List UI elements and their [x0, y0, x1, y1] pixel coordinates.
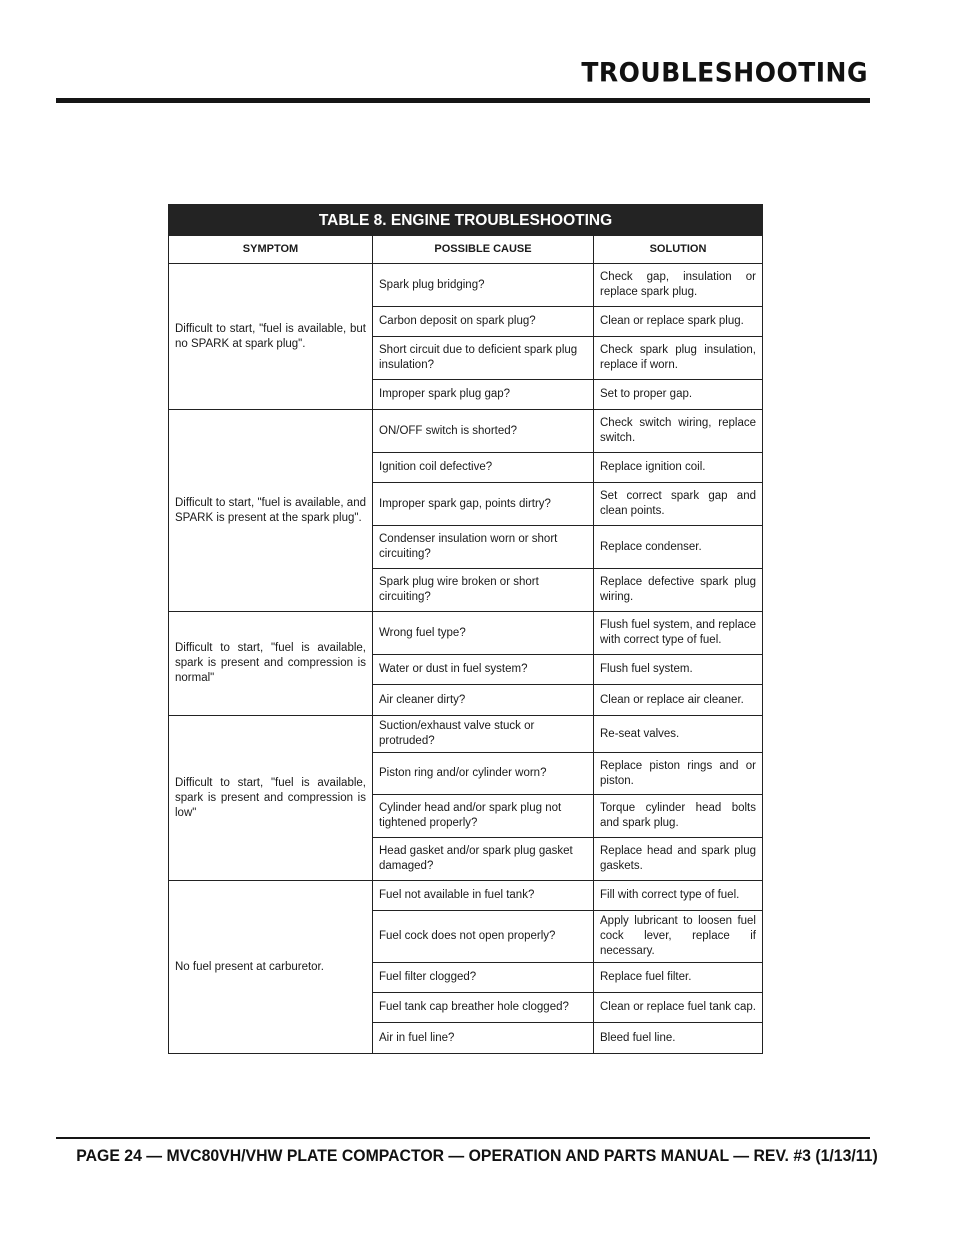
- solution-cell: Apply lubricant to loosen fuel cock lever, replace if necessary.: [594, 911, 763, 963]
- page-title: TROUBLESHOOTING: [581, 57, 868, 88]
- column-header-possible-cause: POSSIBLE CAUSE: [373, 236, 594, 264]
- table-row: [169, 881, 763, 911]
- symptom-cell: Difficult to start, "fuel is available, spark is present and compression is low": [169, 716, 373, 881]
- solution-cell: Clean or replace air cleaner.: [594, 685, 763, 716]
- cause-cell: Fuel not available in fuel tank?: [373, 881, 594, 911]
- engine-troubleshooting-table: [168, 204, 763, 1054]
- solution-cell: Replace fuel filter.: [594, 963, 763, 993]
- solution-cell: Flush fuel system.: [594, 655, 763, 685]
- cause-cell: Condenser insulation worn or short circuiting?: [373, 526, 594, 569]
- cause-cell: Water or dust in fuel system?: [373, 655, 594, 685]
- cause-cell: Spark plug wire broken or short circuiting?: [373, 569, 594, 612]
- solution-cell: Clean or replace fuel tank cap.: [594, 993, 763, 1023]
- cause-cell: Fuel filter clogged?: [373, 963, 594, 993]
- table-header-row: [169, 236, 763, 264]
- table-row: [169, 410, 763, 453]
- solution-cell: Replace piston rings and or piston.: [594, 753, 763, 795]
- solution-cell: Check spark plug insulation, replace if worn.: [594, 337, 763, 380]
- cause-cell: Carbon deposit on spark plug?: [373, 307, 594, 337]
- cause-cell: Air in fuel line?: [373, 1023, 594, 1054]
- page-footer: PAGE 24 — MVC80VH/VHW PLATE COMPACTOR — OPERATION AND PARTS MANUAL — REV. #3 (1/13/11): [76, 1146, 878, 1165]
- cause-cell: Cylinder head and/or spark plug not tightened properly?: [373, 795, 594, 838]
- table-row: [169, 612, 763, 655]
- table-caption: TABLE 8. ENGINE TROUBLESHOOTING: [169, 205, 763, 236]
- solution-cell: Replace ignition coil.: [594, 453, 763, 483]
- symptom-cell: Difficult to start, "fuel is available, but no SPARK at spark plug".: [169, 264, 373, 410]
- solution-cell: Re-seat valves.: [594, 716, 763, 753]
- cause-cell: Air cleaner dirty?: [373, 685, 594, 716]
- solution-cell: Replace head and spark plug gaskets.: [594, 838, 763, 881]
- footer-divider: [56, 1137, 870, 1139]
- cause-cell: Fuel cock does not open properly?: [373, 911, 594, 963]
- table-row: [169, 264, 763, 307]
- cause-cell: Improper spark gap, points dirtry?: [373, 483, 594, 526]
- table-body: [169, 264, 763, 1054]
- solution-cell: Fill with correct type of fuel.: [594, 881, 763, 911]
- cause-cell: Piston ring and/or cylinder worn?: [373, 753, 594, 795]
- column-header-solution: SOLUTION: [594, 236, 763, 264]
- solution-cell: Torque cylinder head bolts and spark plug.: [594, 795, 763, 838]
- table-caption-row: [169, 205, 763, 236]
- column-header-symptom: SYMPTOM: [169, 236, 373, 264]
- symptom-cell: Difficult to start, "fuel is available, and SPARK is present at the spark plug".: [169, 410, 373, 612]
- solution-cell: Set to proper gap.: [594, 380, 763, 410]
- cause-cell: Fuel tank cap breather hole clogged?: [373, 993, 594, 1023]
- solution-cell: Clean or replace spark plug.: [594, 307, 763, 337]
- solution-cell: Check gap, insulation or replace spark plug.: [594, 264, 763, 307]
- cause-cell: Ignition coil defective?: [373, 453, 594, 483]
- cause-cell: Wrong fuel type?: [373, 612, 594, 655]
- cause-cell: Improper spark plug gap?: [373, 380, 594, 410]
- solution-cell: Flush fuel system, and replace with correct type of fuel.: [594, 612, 763, 655]
- solution-cell: Replace condenser.: [594, 526, 763, 569]
- cause-cell: Short circuit due to deficient spark plug insulation?: [373, 337, 594, 380]
- cause-cell: ON/OFF switch is shorted?: [373, 410, 594, 453]
- cause-cell: Head gasket and/or spark plug gasket damaged?: [373, 838, 594, 881]
- cause-cell: Spark plug bridging?: [373, 264, 594, 307]
- symptom-cell: Difficult to start, "fuel is available, spark is present and compression is normal": [169, 612, 373, 716]
- table-row: [169, 716, 763, 753]
- symptom-cell: No fuel present at carburetor.: [169, 881, 373, 1054]
- cause-cell: Suction/exhaust valve stuck or protruded?: [373, 716, 594, 753]
- header-divider: [56, 98, 870, 103]
- solution-cell: Set correct spark gap and clean points.: [594, 483, 763, 526]
- solution-cell: Check switch wiring, replace switch.: [594, 410, 763, 453]
- solution-cell: Bleed fuel line.: [594, 1023, 763, 1054]
- solution-cell: Replace defective spark plug wiring.: [594, 569, 763, 612]
